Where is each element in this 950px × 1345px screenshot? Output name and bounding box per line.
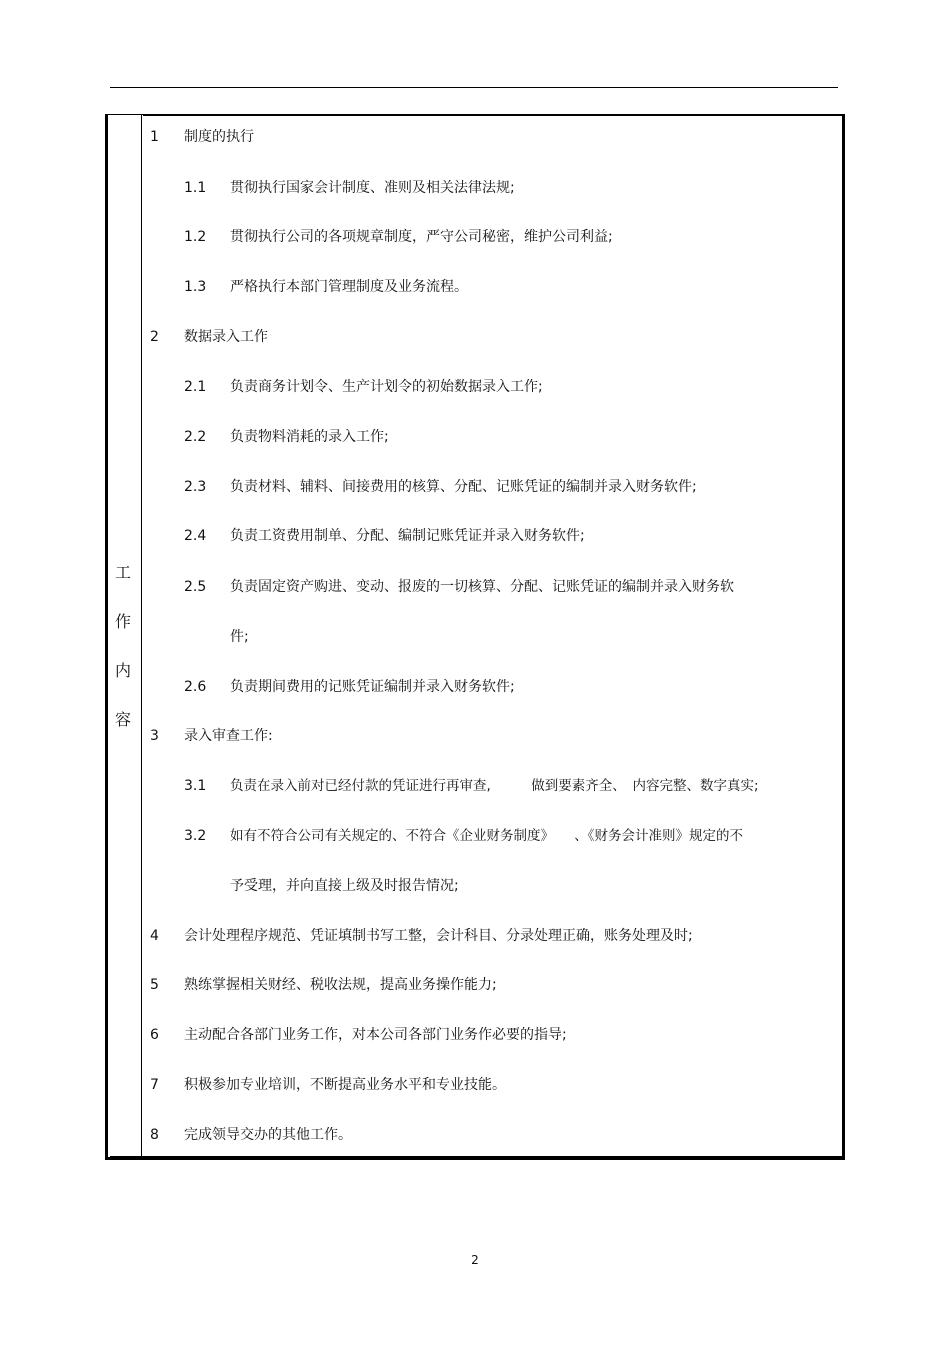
item-text: 负责期间费用的记账凭证编制并录入财务软件; — [230, 679, 515, 695]
item-text-continuation: 予受理，并向直接上级及时报告情况; — [230, 878, 459, 894]
item-text: 录入审查工作: — [184, 728, 273, 744]
item-text: 负责物料消耗的录入工作; — [230, 429, 389, 445]
item-number: 1.1 — [184, 180, 207, 196]
item-text: 熟练掌握相关财经、税收法规，提高业务操作能力; — [184, 977, 497, 993]
item-text: 主动配合各部门业务工作，对本公司各部门业务作必要的指导; — [184, 1027, 567, 1043]
item-number: 2.6 — [184, 679, 207, 695]
content-table — [105, 114, 845, 1160]
item-number: 3.1 — [184, 778, 207, 794]
item-number: 6 — [150, 1027, 159, 1043]
item-text: 负责固定资产购进、变动、报废的一切核算、分配、记账凭证的编制并录入财务软 — [230, 579, 734, 595]
item-text: 负责工资费用制单、分配、编制记账凭证并录入财务软件; — [230, 528, 585, 544]
page-number: 2 — [471, 1253, 479, 1267]
item-number: 2.5 — [184, 579, 207, 595]
label-char: 内 — [114, 661, 131, 680]
item-number: 2.4 — [184, 528, 207, 544]
item-text: 负责材料、辅料、间接费用的核算、分配、记账凭证的编制并录入财务软件; — [230, 479, 697, 495]
item-text-continuation: 件; — [230, 629, 249, 645]
item-text: 如有不符合公司有关规定的、不符合《企业财务制度》 、《财务会计准则》规定的不 — [230, 828, 743, 844]
item-text: 会计处理程序规范、凭证填制书写工整，会计科目、分录处理正确，账务处理及时; — [184, 928, 693, 944]
item-text: 完成领导交办的其他工作。 — [184, 1127, 352, 1143]
item-text: 贯彻执行国家会计制度、准则及相关法律法规; — [230, 180, 515, 196]
column-divider — [141, 114, 142, 1158]
item-number: 2.3 — [184, 479, 207, 495]
item-number: 1.3 — [184, 279, 207, 295]
item-number: 7 — [150, 1077, 159, 1093]
item-text: 积极参加专业培训，不断提高业务水平和专业技能。 — [184, 1077, 506, 1093]
item-number: 1 — [150, 129, 159, 145]
item-text: 严格执行本部门管理制度及业务流程。 — [230, 279, 468, 295]
item-number: 1.2 — [184, 229, 207, 245]
item-text: 负责商务计划令、生产计划令的初始数据录入工作; — [230, 379, 543, 395]
item-number: 2.2 — [184, 429, 207, 445]
label-char: 容 — [114, 710, 131, 729]
header-rule — [110, 87, 838, 88]
item-text: 负责在录入前对已经付款的凭证进行再审查, 做到要素齐全、 内容完整、数字真实; — [230, 778, 759, 794]
item-number: 3.2 — [184, 828, 207, 844]
item-number: 5 — [150, 977, 159, 993]
item-text: 数据录入工作 — [184, 329, 268, 345]
label-char: 作 — [114, 612, 131, 631]
item-text: 制度的执行 — [184, 129, 254, 145]
item-number: 8 — [150, 1127, 159, 1143]
item-text: 贯彻执行公司的各项规章制度，严守公司秘密，维护公司利益; — [230, 229, 613, 245]
table-top-rule — [143, 114, 842, 116]
label-char: 工 — [114, 563, 131, 582]
item-number: 4 — [150, 928, 159, 944]
item-number: 2.1 — [184, 379, 207, 395]
item-number: 2 — [150, 329, 159, 345]
table-bottom-rule — [110, 1156, 842, 1157]
item-number: 3 — [150, 728, 159, 744]
row-label-work-content — [112, 548, 134, 744]
